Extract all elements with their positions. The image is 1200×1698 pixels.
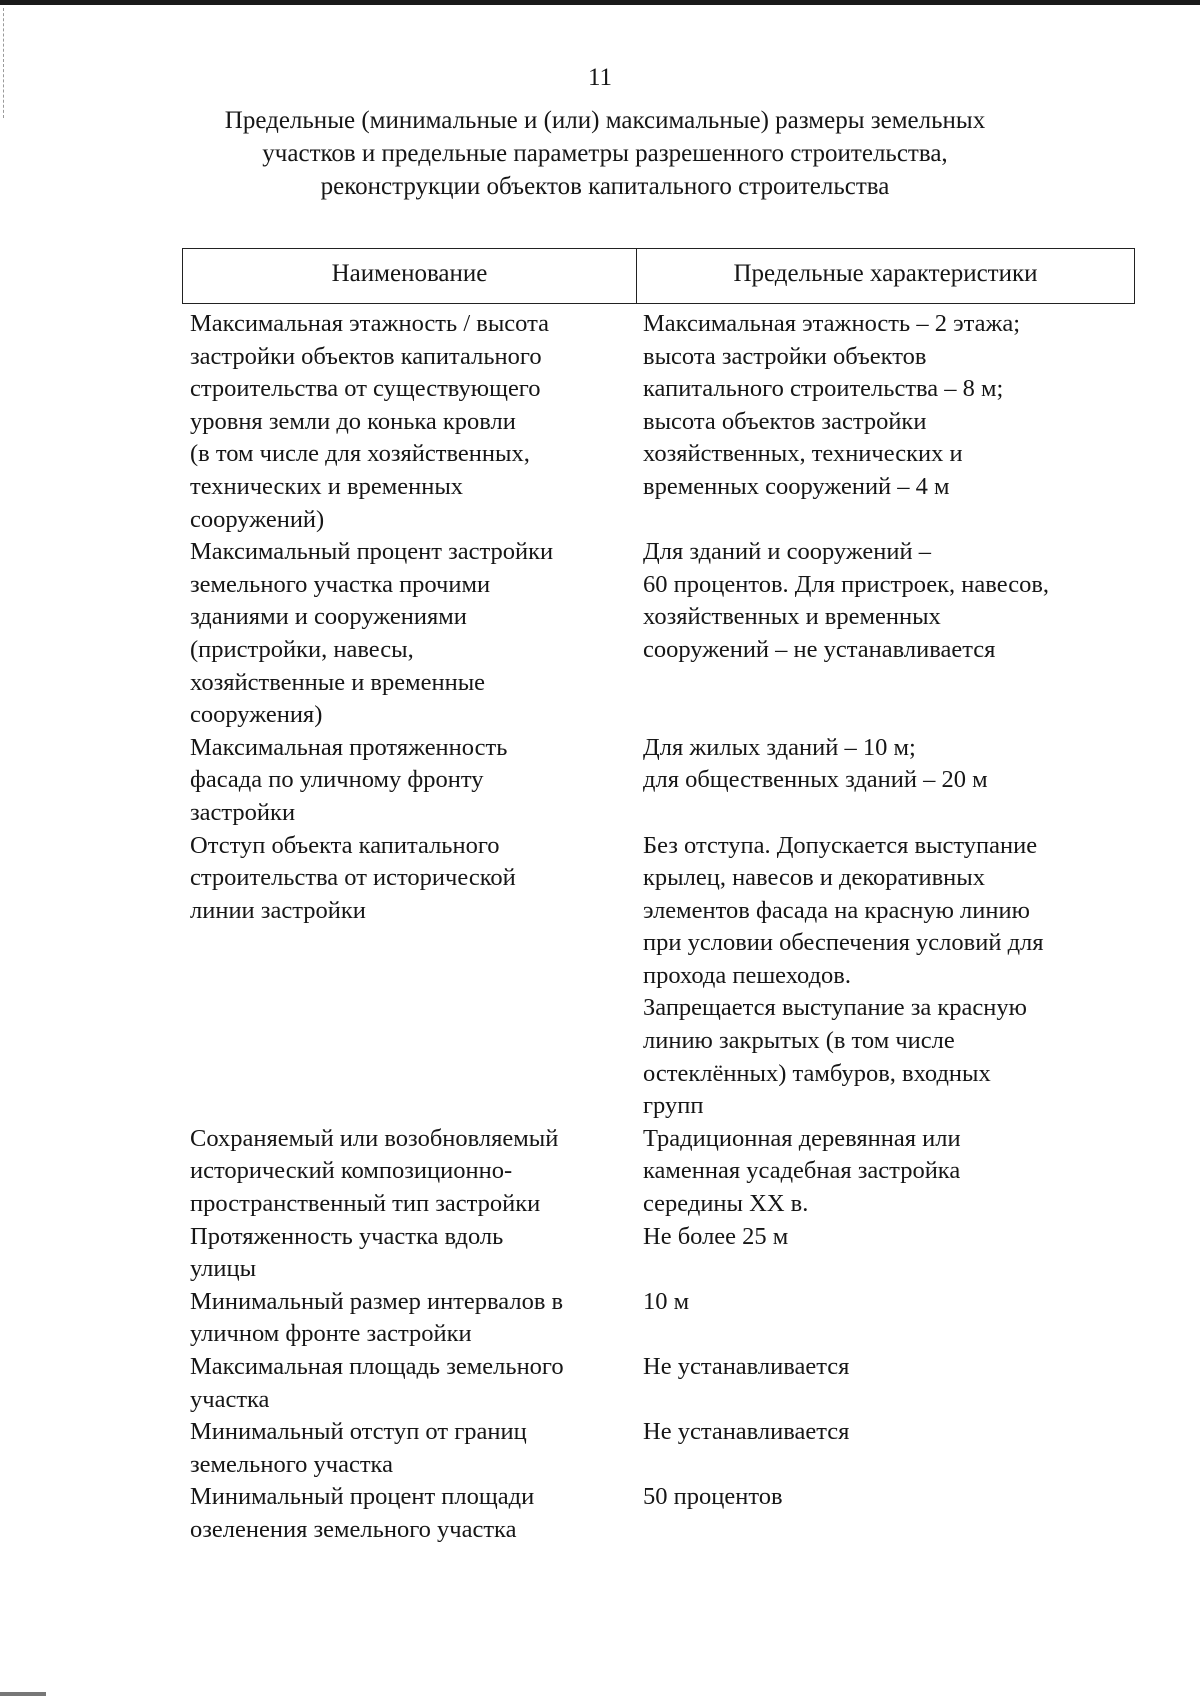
table-row — [190, 1481, 1130, 1546]
row-name-line: земельного участка прочими — [190, 570, 491, 598]
table-header — [182, 248, 1135, 304]
row-value-line: элементов фасада на красную линию — [643, 896, 1030, 924]
table-row — [190, 830, 1130, 1123]
row-value-cell — [643, 536, 1130, 666]
row-name-line: улицы — [190, 1255, 257, 1283]
row-name-cell — [190, 1123, 643, 1221]
row-value-line: середины XX в. — [643, 1190, 809, 1218]
row-name-cell — [190, 1481, 643, 1546]
row-value-line: Без отступа. Допускается выступание — [643, 831, 1038, 859]
row-name-line: Сохраняемый или возобновляемый — [190, 1124, 559, 1152]
row-value-line: остеклённых) тамбуров, входных — [643, 1059, 991, 1087]
row-name-line: озеленения земельного участка — [190, 1515, 517, 1543]
row-name-line: участка — [190, 1385, 270, 1413]
scan-top-edge — [0, 0, 1200, 5]
row-value-line: для общественных зданий – 20 м — [643, 766, 988, 794]
row-name-line: сооружения) — [190, 701, 323, 729]
table-body — [190, 308, 1130, 1547]
row-name-line: застройки объектов капитального — [190, 342, 542, 370]
table-row — [190, 732, 1130, 830]
row-value-line: Запрещается выступание за красную — [643, 994, 1027, 1022]
row-value-line: прохода пешеходов. — [643, 961, 851, 989]
row-value-cell — [643, 1351, 1130, 1384]
row-name-line: сооружений) — [190, 505, 325, 533]
table-row — [190, 536, 1130, 732]
row-value-line: высота застройки объектов — [643, 342, 927, 370]
row-name-line: Минимальный размер интервалов в — [190, 1287, 564, 1315]
row-value-cell — [643, 1286, 1130, 1319]
row-name-cell — [190, 536, 643, 732]
row-value-line: Максимальная этажность – 2 этажа; — [643, 310, 1021, 337]
row-name-line: (в том числе для хозяйственных, — [190, 440, 530, 468]
row-name-line: хозяйственные и временные — [190, 668, 486, 696]
row-name-line: Максимальная площадь земельного — [190, 1353, 564, 1380]
row-value-line: групп — [643, 1092, 704, 1120]
row-value-cell — [643, 308, 1130, 504]
row-name-line: технических и временных — [190, 472, 464, 500]
page-number: 11 — [587, 64, 613, 91]
row-name-line: земельного участка — [190, 1450, 393, 1478]
row-value-line: каменная усадебная застройка — [643, 1157, 961, 1185]
row-value-line: Не устанавливается — [643, 1418, 850, 1446]
table-row — [190, 308, 1130, 536]
row-value-line: хозяйственных, технических и — [643, 440, 963, 468]
row-value-line: Не устанавливается — [643, 1353, 850, 1380]
scan-bottom-edge-mark — [0, 1692, 46, 1696]
row-name-line: фасада по уличному фронту — [190, 766, 484, 794]
row-name-cell — [190, 1416, 643, 1481]
title-line: реконструкции объектов капитального строительства — [320, 173, 890, 200]
table-row — [190, 1416, 1130, 1481]
row-value-cell — [643, 1221, 1130, 1254]
column-header-value: Предельные характеристики — [733, 260, 1038, 287]
row-name-line: уличном фронте застройки — [190, 1320, 472, 1348]
row-name-cell — [190, 732, 643, 830]
row-name-line: линии застройки — [190, 896, 366, 924]
row-value-cell — [643, 1123, 1130, 1221]
row-name-line: уровня земли до конька кровли — [190, 407, 516, 435]
row-value-line: капитального строительства – 8 м; — [643, 375, 1004, 403]
document-title — [150, 104, 1060, 203]
row-value-line: линию закрытых (в том числе — [643, 1027, 955, 1055]
row-value-line: Для зданий и сооружений – — [643, 538, 932, 566]
row-name-line: Максимальный процент застройки — [190, 538, 554, 566]
table-row — [190, 1221, 1130, 1286]
row-value-line: Традиционная деревянная или — [643, 1124, 961, 1152]
row-value-line: Не более 25 м — [643, 1222, 789, 1250]
row-name-cell — [190, 1351, 643, 1416]
row-value-cell — [643, 830, 1130, 1123]
title-line: участков и предельные параметры разрешенного строительства, — [262, 140, 948, 167]
row-name-line: строительства от существующего — [190, 375, 541, 403]
row-name-line: исторический композиционно- — [190, 1157, 513, 1185]
row-value-cell — [643, 1481, 1130, 1514]
title-line: Предельные (минимальные и (или) максимальные) размеры земельных — [224, 107, 986, 134]
row-value-line: хозяйственных и временных — [643, 603, 941, 631]
row-value-line: сооружений – не устанавливается — [643, 635, 996, 663]
column-header-name: Наименование — [331, 260, 488, 287]
row-name-cell — [190, 1286, 643, 1351]
row-name-line: строительства от исторической — [190, 864, 516, 892]
row-value-line: временных сооружений – 4 м — [643, 472, 950, 500]
row-value-line: 60 процентов. Для пристроек, навесов, — [643, 570, 1050, 598]
row-value-line: 10 м — [643, 1287, 690, 1315]
row-name-line: зданиями и сооружениями — [190, 603, 467, 631]
table-row — [190, 1351, 1130, 1416]
row-name-cell — [190, 830, 643, 928]
row-name-line: Минимальный процент площади — [190, 1483, 535, 1511]
row-name-line: Отступ объекта капитального — [190, 831, 500, 859]
row-value-line: крылец, навесов и декоративных — [643, 864, 985, 892]
table-row — [190, 1123, 1130, 1221]
row-value-cell — [643, 732, 1130, 797]
row-name-cell — [190, 1221, 643, 1286]
row-name-line: Максимальная протяженность — [190, 733, 508, 761]
row-value-line: Для жилых зданий – 10 м; — [643, 733, 916, 761]
row-name-line: (пристройки, навесы, — [190, 635, 414, 663]
row-value-cell — [643, 1416, 1130, 1449]
row-name-line: пространственный тип застройки — [190, 1190, 541, 1218]
row-value-line: высота объектов застройки — [643, 407, 927, 435]
row-value-line: при условии обеспечения условий для — [643, 929, 1044, 957]
row-name-cell — [190, 308, 643, 536]
row-name-line: Максимальная этажность / высота — [190, 310, 549, 337]
table-row — [190, 1286, 1130, 1351]
row-name-line: застройки — [190, 798, 296, 826]
row-name-line: Минимальный отступ от границ — [190, 1418, 527, 1446]
row-value-line: 50 процентов — [643, 1483, 783, 1511]
row-name-line: Протяженность участка вдоль — [190, 1222, 504, 1250]
